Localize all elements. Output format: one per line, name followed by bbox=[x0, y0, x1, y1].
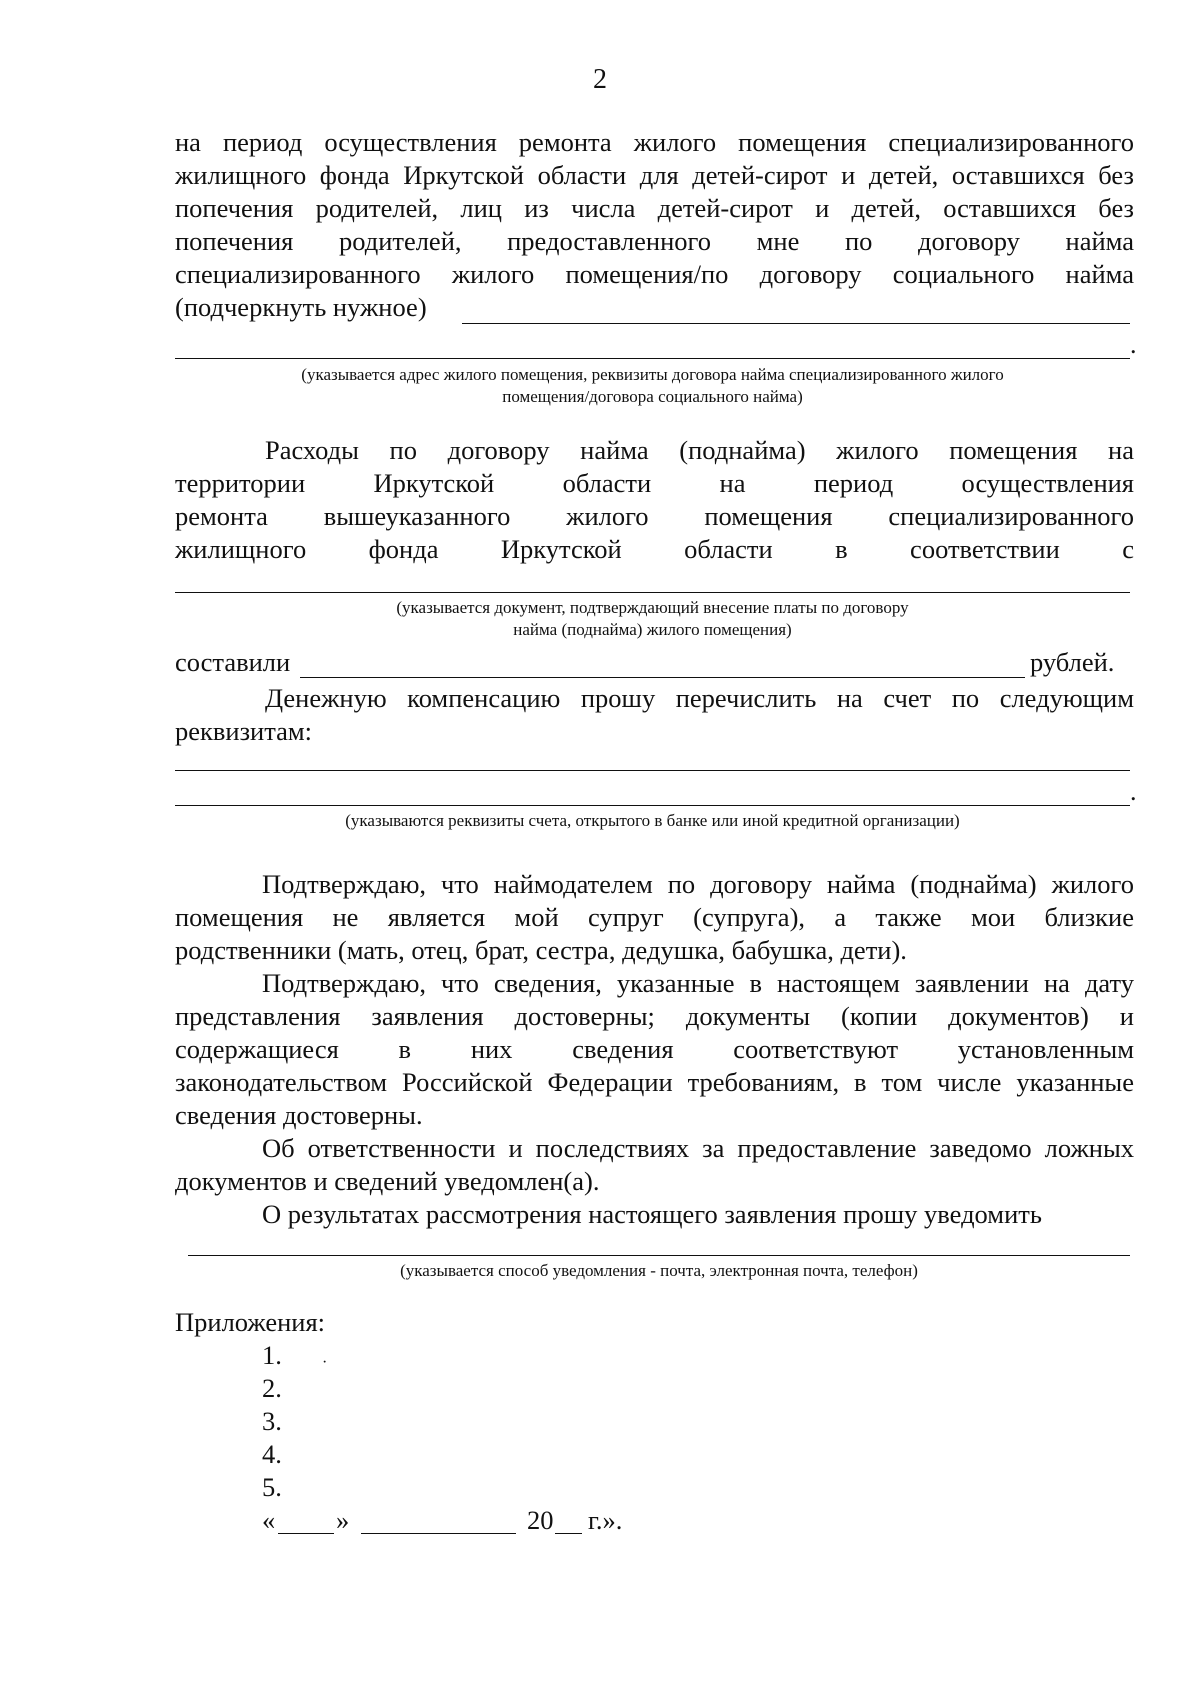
address-note-line-2: помещения/договора социального найма) bbox=[502, 387, 803, 406]
period-mark: . bbox=[1130, 330, 1137, 359]
attachments-title: Приложения: bbox=[175, 1307, 326, 1337]
date-open-quote: « bbox=[262, 1505, 276, 1535]
date-close-quote: » bbox=[336, 1505, 350, 1535]
notify-method-field-line[interactable] bbox=[188, 1255, 1130, 1256]
confirm2-line-3: содержащиеся в них сведения соответствуют установленным bbox=[175, 1034, 1134, 1064]
attachment-item-1: 1. bbox=[262, 1340, 282, 1370]
expenses-line-2: территории Иркутской области на период осуществления bbox=[175, 468, 1134, 498]
attachment-item-2: 2. bbox=[262, 1373, 282, 1403]
confirm2-line-4: законодательством Российской Федерации требованиям, в том числе указанные bbox=[175, 1067, 1134, 1097]
amount-field-line[interactable] bbox=[300, 677, 1025, 678]
notify-text: О результатах рассмотрения настоящего заявления прошу уведомить bbox=[262, 1199, 1042, 1229]
date-year-prefix: 20 bbox=[527, 1505, 554, 1535]
address-note-line-1: (указывается адрес жилого помещения, реквизиты договора найма специализированного жилого bbox=[301, 365, 1004, 384]
document-note-line-1: (указывается документ, подтверждающий внесение платы по договору bbox=[396, 598, 909, 617]
attachment-item-4: 4. bbox=[262, 1439, 282, 1469]
confirm2-line-2: представления заявления достоверны; документы (копии документов) и bbox=[175, 1001, 1134, 1031]
page-number: 2 bbox=[593, 64, 607, 95]
expenses-line-4: жилищного фонда Иркутской области в соответствии с bbox=[175, 534, 1134, 564]
date-day-field[interactable] bbox=[278, 1533, 334, 1534]
underline-instruction: (подчеркнуть нужное) bbox=[175, 292, 427, 322]
account-note: (указываются реквизиты счета, открытого в банке или иной кредитной организации) bbox=[345, 811, 960, 830]
address-field-line-1[interactable] bbox=[462, 323, 1130, 324]
document-note-line-2: найма (поднайма) жилого помещения) bbox=[513, 620, 792, 639]
expenses-line-3: ремонта вышеуказанного жилого помещения специализированного bbox=[175, 501, 1134, 531]
intro-line-5: специализированного жилого помещения/по договору социального найма bbox=[175, 259, 1134, 289]
confirm1-line-2: помещения не является мой супруг (супруга), а также мои близкие bbox=[175, 902, 1134, 932]
confirm2-line-1: Подтверждаю, что сведения, указанные в настоящем заявлении на дату bbox=[262, 968, 1134, 998]
responsibility-line-2: документов и сведений уведомлен(а). bbox=[175, 1166, 600, 1196]
date-year-field[interactable] bbox=[555, 1533, 582, 1534]
currency-label: рублей. bbox=[1030, 647, 1115, 677]
compensation-line-1: Денежную компенсацию прошу перечислить на счет по следующим bbox=[265, 683, 1134, 713]
stray-dot: · bbox=[322, 1354, 328, 1371]
account-field-line-1[interactable] bbox=[175, 770, 1130, 771]
intro-line-1: на период осуществления ремонта жилого помещения специализированного bbox=[175, 127, 1134, 157]
expenses-line-1: Расходы по договору найма (поднайма) жилого помещения на bbox=[265, 435, 1134, 465]
intro-line-4: попечения родителей, предоставленного мне по договору найма bbox=[175, 226, 1134, 256]
document-field-line[interactable] bbox=[175, 592, 1130, 593]
compensation-line-2: реквизитам: bbox=[175, 716, 313, 746]
amount-label: составили bbox=[175, 647, 291, 677]
period-mark: . bbox=[1130, 777, 1137, 806]
responsibility-line-1: Об ответственности и последствиях за предоставление заведомо ложных bbox=[262, 1133, 1134, 1163]
intro-line-3: попечения родителей, лиц из числа детей-сирот и детей, оставшихся без bbox=[175, 193, 1134, 223]
notify-note: (указывается способ уведомления - почта, электронная почта, телефон) bbox=[400, 1261, 918, 1280]
intro-line-2: жилищного фонда Иркутской области для детей-сирот и детей, оставшихся без bbox=[175, 160, 1134, 190]
date-month-field[interactable] bbox=[361, 1533, 516, 1534]
address-field-line-2[interactable] bbox=[175, 358, 1130, 359]
attachment-item-5: 5. bbox=[262, 1472, 282, 1502]
confirm1-line-1: Подтверждаю, что наймодателем по договору найма (поднайма) жилого bbox=[262, 869, 1134, 899]
confirm2-line-5: сведения достоверны. bbox=[175, 1100, 423, 1130]
account-field-line-2[interactable] bbox=[175, 805, 1130, 806]
confirm1-line-3: родственники (мать, отец, брат, сестра, дедушка, бабушка, дети). bbox=[175, 935, 907, 965]
attachment-item-3: 3. bbox=[262, 1406, 282, 1436]
date-suffix: г.». bbox=[588, 1505, 623, 1535]
